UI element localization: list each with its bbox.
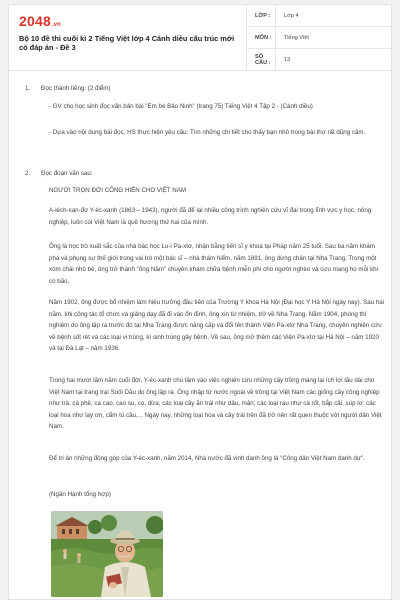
paragraph: Ông là học trò xuất sắc của nhà bác học Lu-i Pa-xtơ, nhận bằng tiến sĩ y khoa tại Pháp năm 25 tuổi. Sau ba năm khám phá và phụng sự thế giới trong vai trò một bác sĩ – nhà thám hiểm, năm 1891, ông dừng chân tại Nha Trang. Trong một xóm chài nhỏ bé, ông trở thành "ông Năm" chuyên khám chữa bệnh miễn phí cho người nghèo và cưu mang họ mỗi khi có bão. xyxy=(49,243,378,285)
question-number: 2. xyxy=(25,170,31,177)
document-header xyxy=(9,5,391,71)
meta-row-grade xyxy=(247,5,391,27)
document-page xyxy=(8,4,392,600)
meta-row-question-count xyxy=(247,49,391,71)
site-logo[interactable] xyxy=(19,13,238,29)
paragraph: - GV cho học sinh đọc văn bản bài "Em bé Bảo Ninh" (trang 75) Tiếng Việt 4 Tập 2 - (Cánh diều) xyxy=(49,103,313,110)
logo-text: 2048 xyxy=(19,13,51,29)
paragraph: Để tri ân những đóng góp của Y-éc-xanh, năm 2014, Nhà nước đã vinh danh ông là "Công dân Việt Nam danh dự". xyxy=(49,455,365,462)
paragraph: - Dựa vào nội dung bài đọc, HS thực hiện yêu cầu: Tìm những chi tiết cho thấy bạn nhỏ trong bài thơ rất dũng cảm. xyxy=(49,129,366,136)
portrait-illustration-art xyxy=(51,511,163,597)
question-heading: Đọc thành tiếng: (2 điểm) xyxy=(41,85,111,92)
paragraph: Trong hai mươi lăm năm cuối đời, Y-éc-xanh chú tâm vào việc nghiên cứu những cây trồng mang lại ích lợi lâu dài cho Việt Nam tại trang trại Suối Dầu do ông lập ra. Ông nhập từ nước ngoài về trồng tại Việt Nam các giống cây công nghiệp như trà, cà phê, ca cao, cao su, cọ, dừa; các loại cây ăn trái như dâu, mận; các loại rau như cà rốt, bắp cải, súp lơ; các loại hoa như lay ơn, cẩm tú cầu,... Ngày nay, những loại hoa và cây trái trên đã trở nên rất quen thuộc với người dân Việt Nam. xyxy=(49,377,382,431)
source-credit: (Ngân Hạnh tổng hợp) xyxy=(49,491,111,498)
meta-key: SỐ CÂU : xyxy=(255,54,271,66)
passage-title: NGƯỜI TRỌN ĐỜI CỐNG HIẾN CHO VIỆT NAM xyxy=(49,187,187,194)
meta-key: LỚP : xyxy=(255,12,271,19)
meta-value: 13 xyxy=(275,49,290,71)
question-number: 1. xyxy=(25,85,31,92)
header-title-block xyxy=(9,5,247,70)
paragraph: A-léch-xan-đơ Y-éc-xanh (1863 – 1943), người đã để lại nhiều công trình nghiên cứu vĩ đại trong lĩnh vực y học, nông nghiệp, luôn coi Việt Nam là quê hương thứ hai của mình. xyxy=(49,207,372,226)
logo-suffix: .vn xyxy=(51,22,61,28)
meta-row-subject xyxy=(247,27,391,49)
question-heading: Đọc đoạn văn sau: xyxy=(41,170,93,177)
paragraph: Năm 1902, ông được bổ nhiệm làm hiệu trưởng đầu tiên của Trường Y khoa Hà Nội (Đại học Y Hà Nội ngày nay). Sau hai năm, khi công tác tổ chức và giảng dạy đã đi vào ổn định, ông xin từ nhiệm, trở về Nha Trang. Năm 1904, phòng thí nghiệm do ông lập ra trước đó tại Nha Trang được nâng cấp và đổi tên thành Viện Pa-xtơ Nha Trang, chuyên nghiên cứu về bệnh sốt rét và các loại vi trùng, kí sinh trùng gây bệnh. Về sau, ông mở thêm các Viện Pa-xtơ tại Hà Nội – năm 1920 và tại Đà Lạt – năm 1936. xyxy=(49,299,385,353)
meta-value: Lớp 4 xyxy=(275,5,299,26)
meta-key: MÔN : xyxy=(255,34,272,41)
portrait-illustration xyxy=(51,511,163,597)
document-title: Bộ 10 đề thi cuối kì 2 Tiếng Việt lớp 4 Cánh diều cấu trúc mới có đáp án - Đề 3 xyxy=(19,34,235,53)
meta-table xyxy=(247,5,391,70)
meta-value: Tiếng Việt xyxy=(275,27,309,48)
